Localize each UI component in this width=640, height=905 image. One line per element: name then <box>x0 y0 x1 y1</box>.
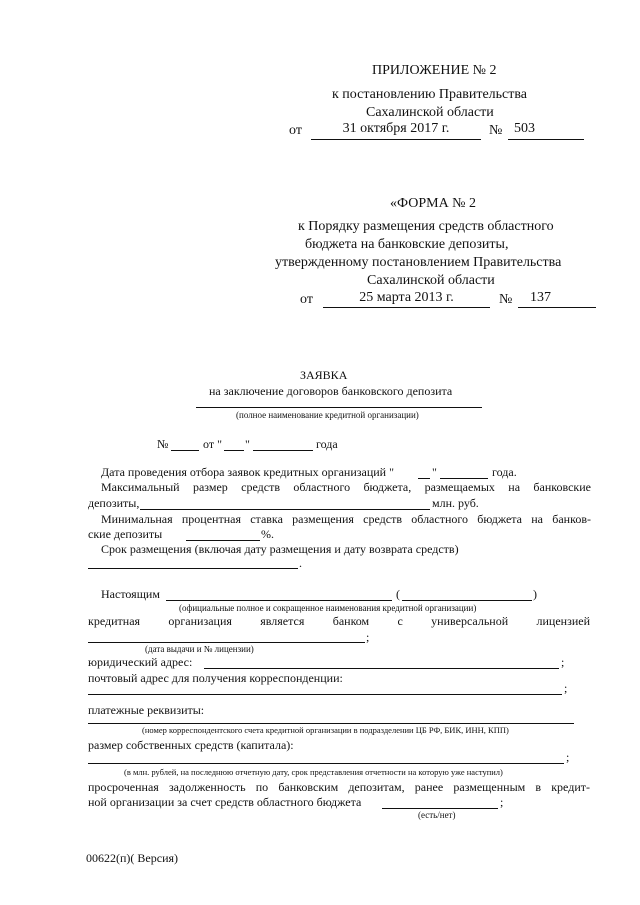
postal-address-label: почтовый адрес для получения корреспонденции: <box>88 671 343 685</box>
p5-paren-close: ) <box>533 587 537 601</box>
application-from-label: от " <box>203 437 222 451</box>
appendix-number: 503 <box>514 121 535 136</box>
postal-address-line <box>88 694 562 695</box>
p3-rate-line <box>186 540 260 541</box>
p6-line1: кредитная организация является банком с универсальной лицензией <box>88 614 590 628</box>
footer-code: 00622(п)( Версия) <box>86 851 179 865</box>
overdue-end: ; <box>500 795 504 809</box>
org-name-line <box>196 407 482 408</box>
p1-quote: " <box>432 465 437 479</box>
form-line3: утвержденному постановлением Правительства <box>275 255 562 270</box>
form-line1: к Порядку размещения средств областного <box>298 219 554 234</box>
p1-month-line <box>440 478 488 479</box>
legal-address-line <box>204 668 559 669</box>
form-number-line <box>518 307 596 308</box>
capital-line <box>88 763 564 764</box>
appendix-line2: Сахалинской области <box>366 105 494 120</box>
p1-day-line <box>418 478 430 479</box>
capital-label: размер собственных средств (капитала): <box>88 738 294 752</box>
p3-line1: Минимальная процентная ставка размещения средств областного бюджета на банков- <box>101 512 591 526</box>
p3-line2-b: %. <box>261 527 274 541</box>
application-year-label: года <box>316 437 338 451</box>
p1-text: Дата проведения отбора заявок кредитных организаций " <box>101 465 394 479</box>
form-line2: бюджета на банковские депозиты, <box>305 237 509 252</box>
capital-end: ; <box>566 750 570 764</box>
appendix-num-label: № <box>489 123 503 138</box>
p2-line2-b: млн. руб. <box>432 496 479 510</box>
overdue-answer-line <box>382 808 498 809</box>
caption-yesno: (есть/нет) <box>418 810 456 820</box>
form-title: «ФОРМА № 2 <box>390 196 477 211</box>
p5-text: Настоящим <box>101 587 160 601</box>
appendix-number-line <box>508 139 584 140</box>
caption-names: (официальные полное и сокращенное наименования кредитной организации) <box>179 603 477 613</box>
appendix-date-line <box>311 139 481 140</box>
application-quote-close: " <box>245 437 250 451</box>
p5-name-line <box>166 600 392 601</box>
form-date-line <box>323 307 490 308</box>
application-subtitle: на заключение договоров банковского депозита <box>209 384 453 398</box>
org-name-caption: (полное наименование кредитной организации) <box>236 410 419 420</box>
appendix-from-label: от <box>289 123 302 138</box>
application-day-line <box>224 450 244 451</box>
form-date: 25 марта 2013 г. <box>359 290 454 305</box>
p4-term-line <box>88 568 298 569</box>
p4-end: . <box>299 556 302 570</box>
payment-label: платежные реквизиты: <box>88 703 205 717</box>
application-num-label: № <box>157 437 169 451</box>
appendix-date: 31 октября 2017 г. <box>342 121 450 136</box>
application-month-line <box>253 450 313 451</box>
p2-amount-line <box>140 509 430 510</box>
overdue-line1: просроченная задолженность по банковским депозитам, ранее размещенным в кредит- <box>88 780 590 794</box>
payment-line <box>88 723 574 724</box>
caption-account: (номер корреспондентского счета кредитной организации в подразделении ЦБ РФ, БИК, ИНН, КПП) <box>142 725 509 735</box>
caption-capital: (в млн. рублей, на последнюю отчетную дату, срок представления отчетности на которую уже наступил) <box>124 767 503 777</box>
application-title: ЗАЯВКА <box>300 368 348 382</box>
postal-address-end: ; <box>564 681 568 695</box>
p4-line1: Срок размещения (включая дату размещения и дату возврата средств) <box>101 542 459 556</box>
application-num-line <box>171 450 199 451</box>
legal-address-label: юридический адрес: <box>88 655 193 669</box>
p3-line2-a: ские депозиты <box>88 527 163 541</box>
p6-license-line <box>88 642 365 643</box>
p5-paren-open: ( <box>396 587 400 601</box>
p6-semicolon: ; <box>366 630 370 644</box>
form-from-label: от <box>300 292 313 307</box>
appendix-title: ПРИЛОЖЕНИЕ № 2 <box>372 63 497 78</box>
p2-line1: Максимальный размер средств областного бюджета, размещаемых на банковские <box>101 480 591 494</box>
p1-year: года. <box>492 465 517 479</box>
form-number: 137 <box>530 290 551 305</box>
p5-short-name-line <box>402 600 532 601</box>
form-num-label: № <box>499 292 513 307</box>
caption-license: (дата выдачи и № лицензии) <box>145 644 254 654</box>
form-line4: Сахалинской области <box>367 273 495 288</box>
legal-address-end: ; <box>561 655 565 669</box>
appendix-line1: к постановлению Правительства <box>332 87 528 102</box>
overdue-line2: ной организации за счет средств областного бюджета <box>88 795 362 809</box>
p2-line2-a: депозиты, <box>88 496 140 510</box>
